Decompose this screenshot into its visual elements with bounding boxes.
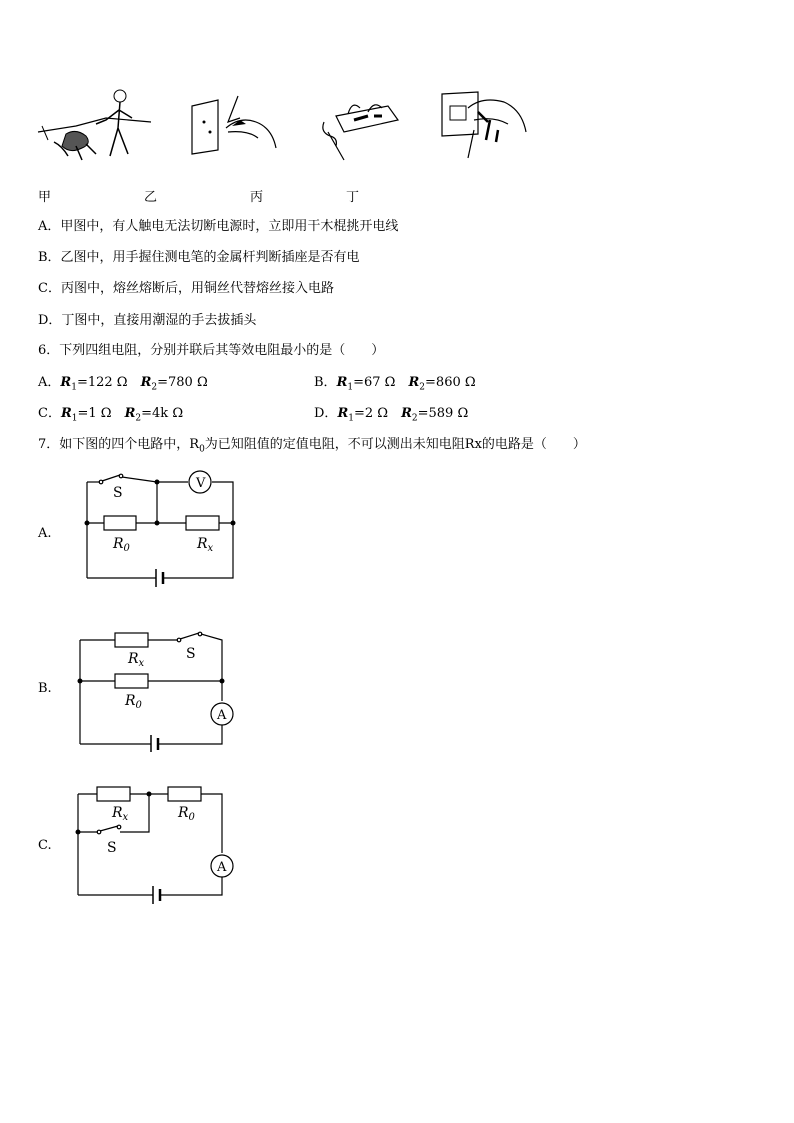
svg-text:Rx: $R_x$ xyxy=(128,651,145,669)
svg-text:R0: $R_0$ xyxy=(125,693,142,711)
figure-bing xyxy=(318,92,402,162)
caption-jia: 甲 xyxy=(38,190,52,205)
q7-option-c-label: C. xyxy=(38,838,52,853)
q7-option-a-label: A. xyxy=(38,526,52,541)
circuit-a xyxy=(80,466,250,594)
q7-question: 7．如下图的四个电路中，$R_0$为已知阻值的定值电阻，不可以测出未知电阻Rx的电路是（ ） xyxy=(38,437,586,455)
switch-label: S xyxy=(186,646,196,662)
svg-text:Rx: $R_x$ xyxy=(112,805,129,823)
q6-option-b: B．$R_1=67$ Ω $R_2=860$ Ω xyxy=(314,375,476,393)
caption-ding: 丁 xyxy=(346,190,360,205)
switch-label: S xyxy=(113,485,123,501)
svg-text:A: A xyxy=(217,708,227,723)
resistor-rx xyxy=(97,787,130,801)
resistor-rx xyxy=(115,633,148,647)
svg-text:A: A xyxy=(217,860,227,875)
svg-text:Rx: $R_x$ xyxy=(197,536,214,554)
svg-text:V: V xyxy=(196,476,206,491)
svg-text:R0: $R_0$ xyxy=(113,536,130,554)
q5-option-d: D．丁图中，直接用潮湿的手去拔插头 xyxy=(38,313,257,328)
q6-option-d: D．$R_1=2$ Ω $R_2=589$ Ω xyxy=(314,406,469,424)
caption-bing: 丙 xyxy=(250,190,264,205)
circuit-b xyxy=(74,626,244,752)
switch-label: S xyxy=(107,840,117,856)
q6-option-a: A．$R_1=122$ Ω $R_2=780$ Ω xyxy=(38,375,208,393)
q6-question: 6．下列四组电阻，分别并联后其等效电阻最小的是（ ） xyxy=(38,343,385,358)
q5-option-a: A．甲图中，有人触电无法切断电源时，立即用干木棍挑开电线 xyxy=(38,219,399,234)
q5-option-b: B．乙图中，用手握住测电笔的金属杆判断插座是否有电 xyxy=(38,250,360,265)
circuit-c xyxy=(72,782,242,910)
q5-option-c: C．丙图中，熔丝熔断后，用铜丝代替熔丝接入电路 xyxy=(38,281,334,296)
caption-yi: 乙 xyxy=(144,190,158,205)
resistor-r0 xyxy=(104,516,136,530)
resistor-rx xyxy=(186,516,219,530)
resistor-r0 xyxy=(115,674,148,688)
resistor-r0 xyxy=(168,787,201,801)
svg-text:R0: $R_0$ xyxy=(178,805,195,823)
figure-jia xyxy=(36,86,156,176)
q7-option-b-label: B. xyxy=(38,681,52,696)
figure-yi xyxy=(188,92,278,162)
q6-option-c: C．$R_1=1$ Ω $R_2=4k$ Ω xyxy=(38,406,184,424)
figure-ding xyxy=(438,90,534,160)
